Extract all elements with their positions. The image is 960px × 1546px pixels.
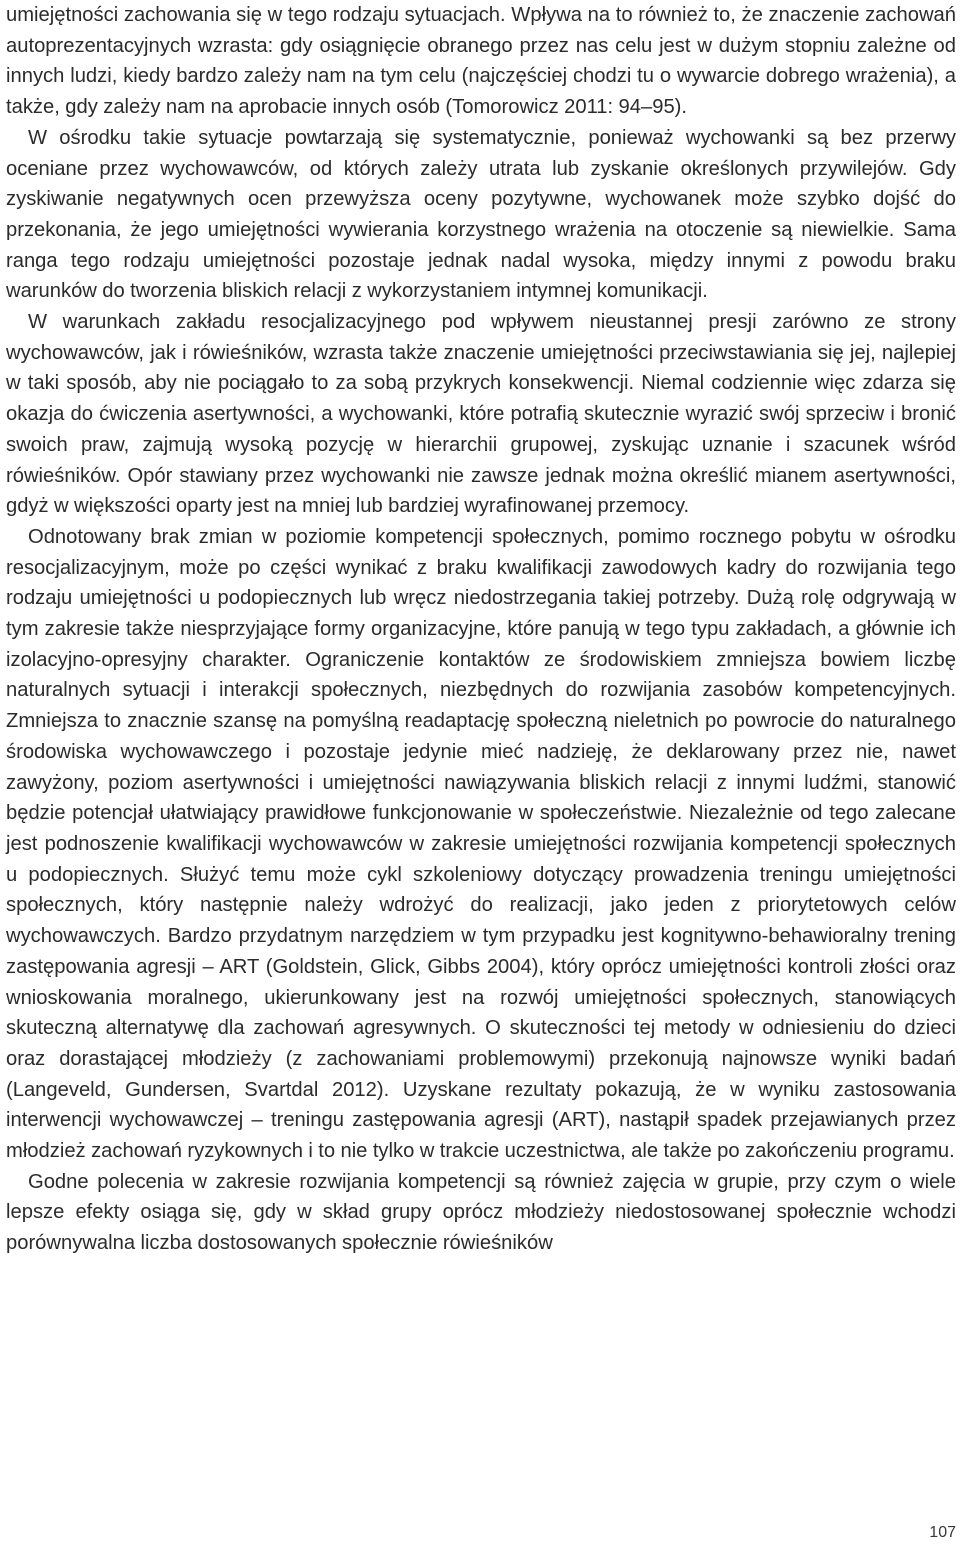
paragraph-5: Godne polecenia w zakresie rozwijania kompetencji są również zajęcia w grupie, przy czym o wiele lepsze efekty osiąga się, gdy w skład grupy oprócz młodzieży niedostosowanej społecznie wchodzi porównywalna liczba dostosowanych społecznie rówieśników — [6, 1170, 956, 1255]
page-number: 107 — [929, 1524, 956, 1541]
paragraph-1: umiejętności zachowania się w tego rodzaju sytuacjach. Wpływa na to również to, że znaczenie zachowań autoprezentacyjnych wzrasta: gdy osiągnięcie obranego przez nas celu jest w dużym stopniu zależne od innych ludzi, kiedy bardzo zależy nam na tym celu (najczęściej chodzi tu o wywarcie dobrego wrażenia), a także, gdy zależy nam na aprobacie innych osób (Tomorowicz 2011: 94–95). — [6, 4, 956, 119]
paragraph-2: W ośrodku takie sytuacje powtarzają się systematycznie, ponieważ wychowanki są bez przerwy oceniane przez wychowawców, od których zależy utrata lub zyskanie określonych przywilejów. Gdy zyskiwanie negatywnych ocen przewyższa oceny pozytywne, wychowanek może szybko dojść do przekonania, że jego umiejętności wywierania korzystnego wrażenia na otoczenie są niewielkie. Sama ranga tego rodzaju umiejętności pozostaje jednak nadal wysoka, między innymi z powodu braku warunków do tworzenia bliskich relacji z wykorzystaniem intymnej komunikacji. — [6, 126, 956, 303]
paragraph-3: W warunkach zakładu resocjalizacyjnego pod wpływem nieustannej presji zarówno ze strony wychowawców, jak i rówieśników, wzrasta także znaczenie umiejętności przeciwstawiania się jej, najlepiej w taki sposób, aby nie pociągało to za sobą przykrych konsekwencji. Niemal codziennie więc zdarza się okazja do ćwiczenia asertywności, a wychowanki, które potrafią skutecznie wyrazić swój sprzeciw i bronić swoich praw, zajmują wysoką pozycję w hierarchii grupowej, zyskując uznanie i szacunek wśród rówieśników. Opór stawiany przez wychowanki nie zawsze jednak można określić mianem asertywności, gdyż w większości oparty jest na mniej lub bardziej wyrafinowanej przemocy. — [6, 311, 956, 518]
paragraph-4: Odnotowany brak zmian w poziomie kompetencji społecznych, pomimo rocznego pobytu w ośrodku resocjalizacyjnym, może po części wynikać z braku kwalifikacji zawodowych kadry do rozwijania tego rodzaju umiejętności u podopiecznych lub wręcz niedostrzegania takiej potrzeby. Dużą rolę odgrywają w tym zakresie także niesprzyjające formy organizacyjne, które panują w tego typu zakładach, a głównie ich izolacyjno-opresyjny charakter. Ograniczenie kontaktów ze środowiskiem zmniejsza bowiem liczbę naturalnych sytuacji i interakcji społecznych, niezbędnych do rozwijania zasobów kompetencyjnych. Zmniejsza to znacznie szansę na pomyślną readaptację społeczną nieletnich po powrocie do naturalnego środowiska wychowawczego i pozostaje jedynie mieć nadzieję, że deklarowany przez nie, nawet zawyżony, poziom asertywności i umiejętności nawiązywania bliskich relacji z innymi ludźmi, stanowić będzie potencjał ułatwiający prawidłowe funkcjonowanie w społeczeństwie. Niezależnie od tego zalecane jest podnoszenie kwalifikacji wychowawców w zakresie umiejętności rozwijania kompetencji społecznych u podopiecznych. Służyć temu może cykl szkoleniowy dotyczący prowadzenia treningu umiejętności społecznych, który następnie należy wdrożyć do realizacji, jako jeden z priorytetowych celów wychowawczych. Bardzo przydatnym narzędziem w tym przypadku jest kognitywno-behawioralny trening zastępowania agresji – ART (Goldstein, Glick, Gibbs 2004), który oprócz umiejętności kontroli złości oraz wnioskowania moralnego, ukierunkowany jest na rozwój umiejętności społecznych, stanowiących skuteczną alternatywę dla zachowań agresywnych. O skuteczności tej metody w odniesieniu do dzieci oraz dorastającej młodzieży (z zachowaniami problemowymi) przekonują najnowsze wyniki badań (Langeveld, Gundersen, Svartdal 2012). Uzyskane rezultaty pokazują, że w wyniku zastosowania interwencji wychowawczej – treningu zastępowania agresji (ART), nastąpił spadek przejawianych przez młodzież zachowań ryzykownych i to nie tylko w trakcie uczestnictwa, ale także po zakończeniu programu. — [6, 525, 956, 1163]
page-body — [6, 0, 956, 1259]
